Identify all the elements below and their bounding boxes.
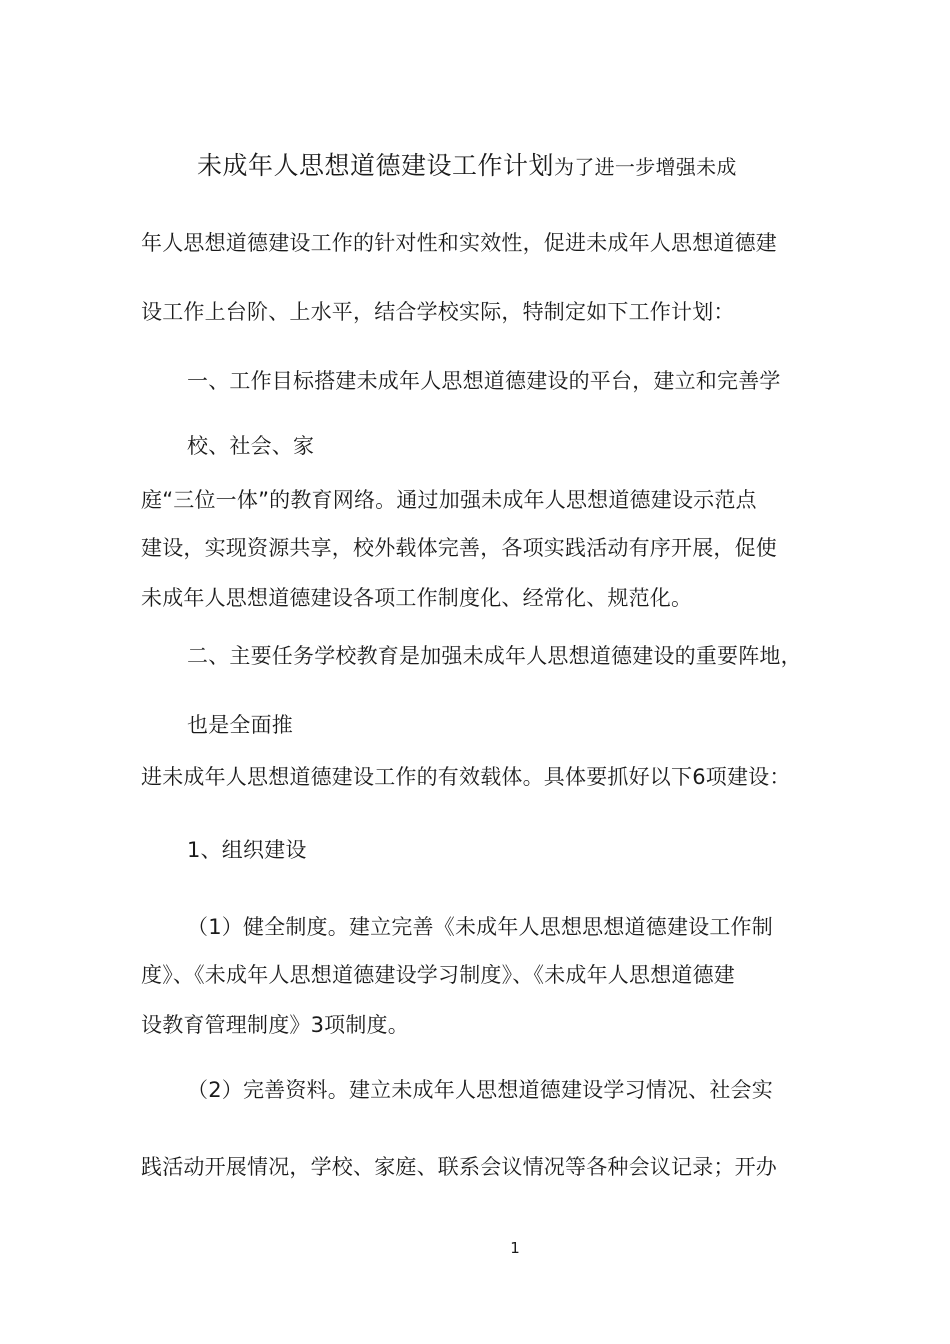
text-line: 也是全面推 (187, 713, 293, 737)
text-line: 践活动开展情况，学校、家庭、联系会议情况等各种会议记录；开办 (141, 1155, 777, 1179)
text-line: 一、工作目标搭建未成年人思想道德建设的平台，建立和完善学 (187, 369, 781, 393)
text-line: 建设，实现资源共享，校外载体完善，各项实践活动有序开展，促使 (141, 536, 777, 560)
text-line: 度》、《未成年人思想道德建设学习制度》、《未成年人思想道德建 (141, 963, 735, 987)
text-line: 设工作上台阶、上水平，结合学校实际，特制定如下工作计划： (141, 300, 735, 324)
text-line: 进未成年人思想道德建设工作的有效载体。具体要抓好以下6项建设： (141, 765, 791, 789)
document-title (197, 148, 737, 187)
title-tail: 为了进一步增强未成 (554, 155, 737, 179)
text-line: 1、组织建设 (187, 838, 307, 862)
text-line: 庭“三位一体”的教育网络。通过加强未成年人思想道德建设示范点 (141, 488, 757, 512)
page-number: 1 (510, 1239, 520, 1257)
text-line: 设教育管理制度》3项制度。 (141, 1013, 409, 1037)
text-line: 年人思想道德建设工作的针对性和实效性，促进未成年人思想道德建 (141, 231, 777, 255)
text-line: 未成年人思想道德建设各项工作制度化、经常化、规范化。 (141, 586, 693, 610)
text-line: （2）完善资料。建立未成年人思想道德建设学习情况、社会实 (187, 1078, 773, 1102)
title-main: 未成年人思想道德建设工作计划 (197, 151, 555, 180)
text-line: 校、社会、家 (187, 434, 315, 458)
text-line: 二、主要任务学校教育是加强未成年人思想道德建设的重要阵地， (187, 644, 802, 668)
text-line: （1）健全制度。建立完善《未成年人思想思想道德建设工作制 (187, 915, 773, 939)
